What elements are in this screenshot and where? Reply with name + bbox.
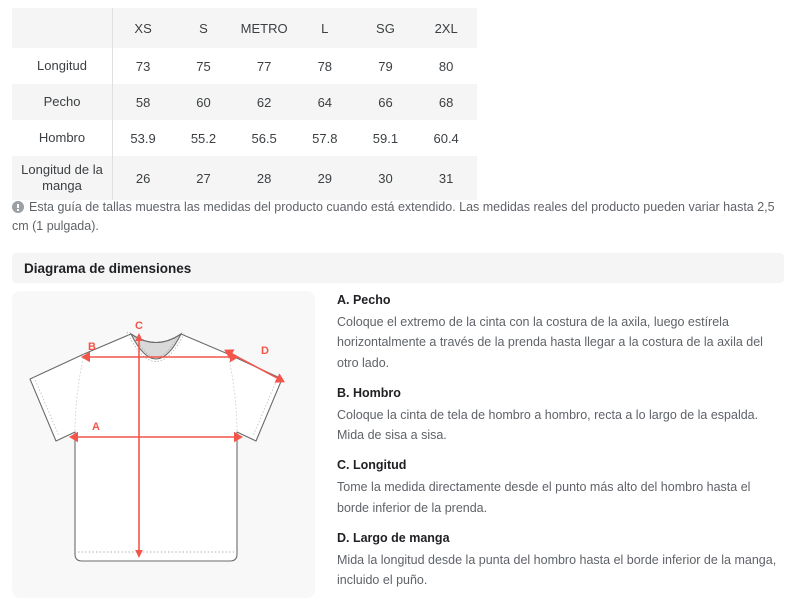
description-block-manga: [337, 531, 779, 591]
cell-manga-s: 27: [173, 156, 234, 200]
cell-longitud-l: 78: [294, 48, 355, 84]
cell-hombro-xs: 53.9: [113, 120, 174, 156]
size-chart-table: [12, 8, 477, 200]
description-block-hombro: [337, 386, 779, 446]
table-row: [12, 84, 477, 120]
cell-manga-xs: 26: [113, 156, 174, 200]
cell-hombro-2xl: 60.4: [416, 120, 477, 156]
cell-longitud-2xl: 80: [416, 48, 477, 84]
table-header-cell-l: L: [294, 8, 355, 48]
info-icon: [12, 201, 24, 213]
cell-longitud-metro: 77: [234, 48, 295, 84]
description-body-longitud: Tome la medida directamente desde el punto más alto del hombro hasta el borde inferior de la prenda.: [337, 480, 751, 515]
cell-pecho-metro: 62: [234, 84, 295, 120]
description-title-pecho: A. Pecho: [337, 293, 391, 307]
cell-manga-sg: 30: [355, 156, 416, 200]
marker-label-b: B: [88, 341, 96, 353]
size-guide-note: [12, 198, 782, 237]
table-row: [12, 120, 477, 156]
tshirt-diagram-panel: [12, 291, 315, 598]
cell-pecho-l: 64: [294, 84, 355, 120]
cell-manga-metro: 28: [234, 156, 295, 200]
size-guide-note-text: Esta guía de tallas muestra las medidas del producto cuando está extendido. Las medidas reales del producto pueden variar hasta 2,5 cm (1 pulgada).: [12, 200, 775, 234]
description-title-longitud: C. Longitud: [337, 458, 407, 473]
description-block-pecho: [337, 293, 779, 373]
marker-label-d: D: [261, 345, 269, 357]
table-header-cell-2xl: 2XL: [416, 8, 477, 48]
cell-longitud-sg: 79: [355, 48, 416, 84]
tshirt-diagram-svg: [12, 291, 315, 598]
dimension-diagram-title: Diagrama de dimensiones: [24, 260, 192, 276]
table-header-cell-sg: SG: [355, 8, 416, 48]
cell-pecho-xs: 58: [113, 84, 174, 120]
cell-hombro-metro: 56.5: [234, 120, 295, 156]
table-header-cell-s: S: [173, 8, 234, 48]
row-label-pecho: Pecho: [12, 84, 113, 120]
description-title-manga: D. Largo de manga: [337, 530, 450, 545]
table-header-cell-xs: XS: [113, 8, 174, 48]
cell-pecho-s: 60: [173, 84, 234, 120]
table-row: [12, 48, 477, 84]
description-body-pecho: Coloque el extremo de la cinta con la costura de la axila, luego estírela horizontalmente a través de la prenda hasta llegar a la costura de la axila del otro lado.: [337, 315, 763, 370]
marker-label-a: A: [92, 421, 100, 433]
cell-manga-2xl: 31: [416, 156, 477, 200]
marker-label-c: C: [135, 320, 143, 332]
cell-hombro-s: 55.2: [173, 120, 234, 156]
cell-longitud-xs: 73: [113, 48, 174, 84]
cell-pecho-sg: 66: [355, 84, 416, 120]
table-row: [12, 156, 477, 200]
cell-pecho-2xl: 68: [416, 84, 477, 120]
description-block-longitud: [337, 458, 779, 518]
cell-manga-l: 29: [294, 156, 355, 200]
cell-longitud-s: 75: [173, 48, 234, 84]
table-header-cell-blank: [12, 8, 113, 48]
row-label-longitud: Longitud: [12, 48, 113, 84]
tshirt-outline: [30, 334, 282, 561]
description-body-hombro: Coloque la cinta de tela de hombro a hombro, recta a lo largo de la espalda. Mida de sisa a sisa.: [337, 407, 759, 442]
measurement-descriptions: [337, 293, 779, 603]
cell-hombro-sg: 59.1: [355, 120, 416, 156]
description-body-manga: Mida la longitud desde la punta del hombro hasta el borde inferior de la manga, incluido el puño.: [337, 552, 777, 587]
description-title-hombro: B. Hombro: [337, 385, 401, 400]
cell-hombro-l: 57.8: [294, 120, 355, 156]
row-label-hombro: Hombro: [12, 120, 113, 156]
table-header-row: [12, 8, 477, 48]
row-label-longitud-manga: Longitud de la manga: [12, 156, 113, 200]
size-chart-table-container: [12, 8, 477, 200]
dimension-diagram-header: [12, 253, 784, 283]
table-header-cell-metro: METRO: [234, 8, 295, 48]
